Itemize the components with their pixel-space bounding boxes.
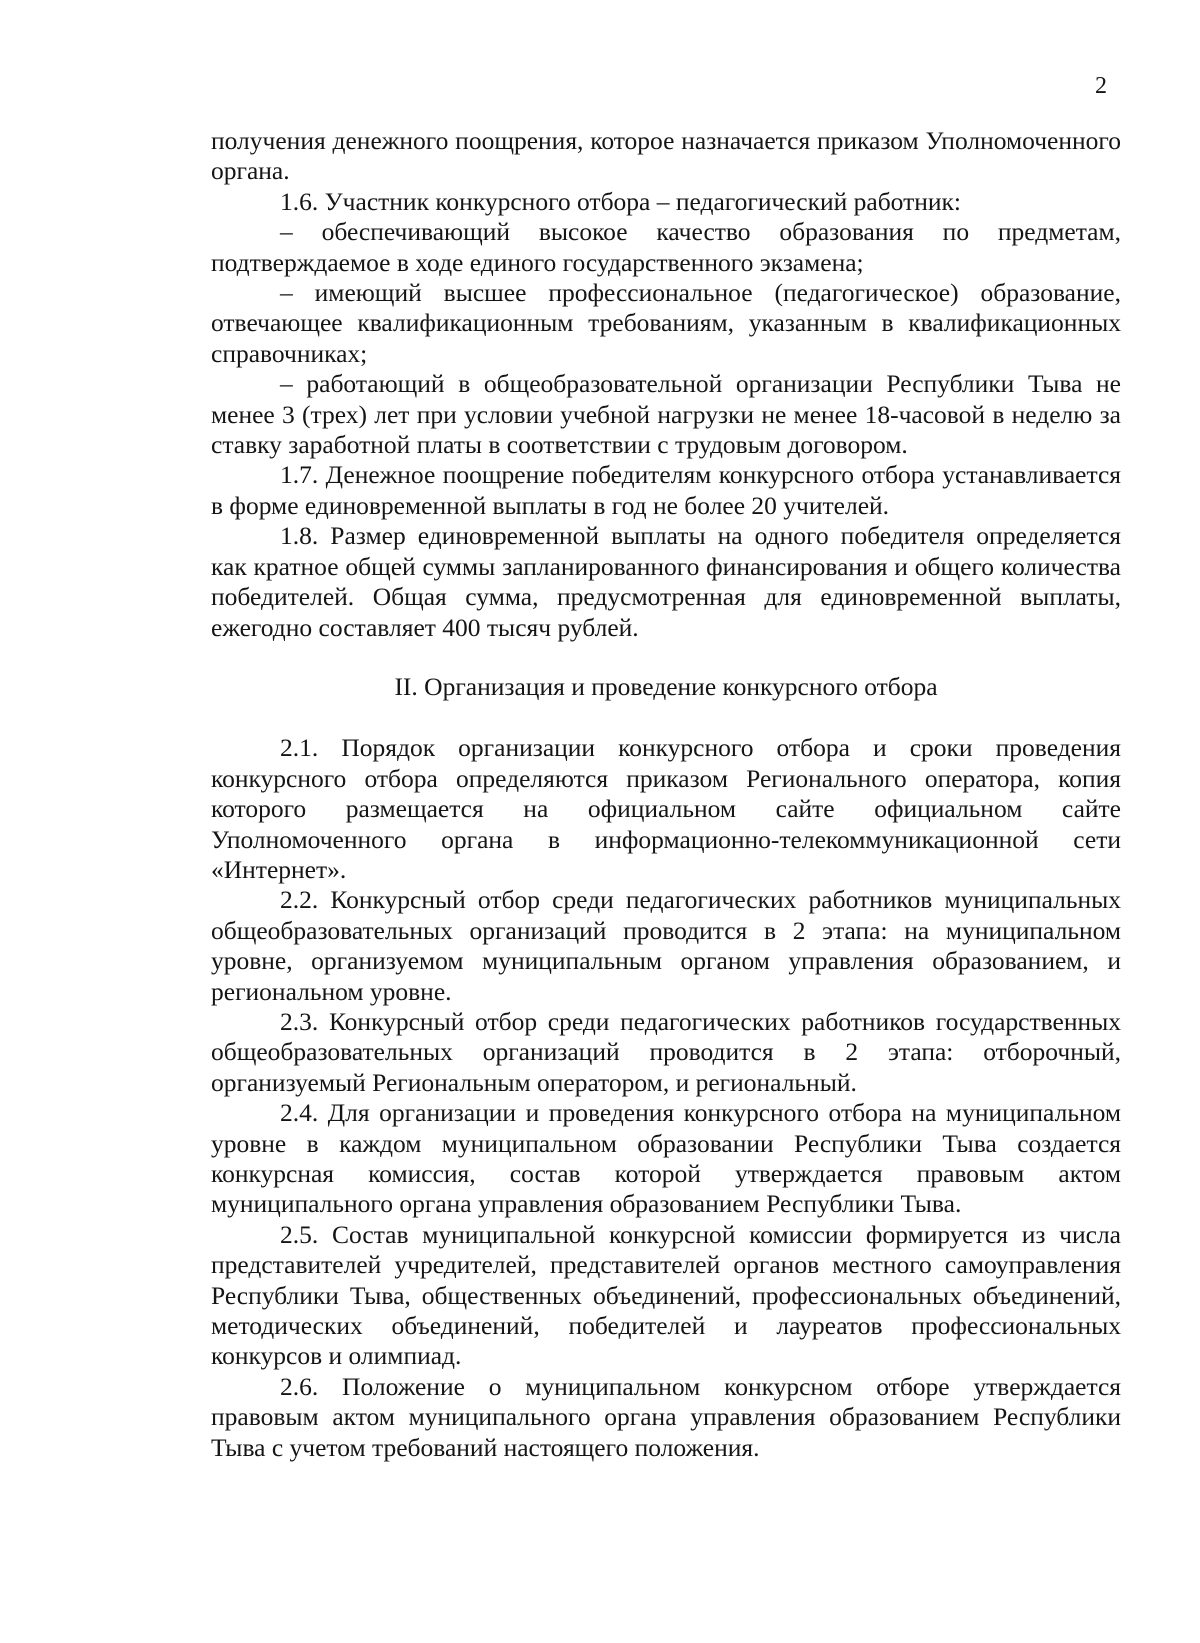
list-item-experience: – работающий в общеобразовательной организации Республики Тыва не менее 3 (трех) лет при условии учебной нагрузки не менее 18-часовой в неделю за ставку заработной платы в соответствии с трудовым договором. bbox=[211, 369, 1121, 460]
paragraph-2-1: 2.1. Порядок организации конкурсного отбора и сроки проведения конкурсного отбора определяются приказом Регионального оператора, копия которого размещается на официальном сайте официальном сайте Уполномоченного органа в информационно-телекоммуникационной сети «Интернет». bbox=[211, 733, 1121, 884]
paragraph-2-5: 2.5. Состав муниципальной конкурсной комиссии формируется из числа представителей учредителей, представителей органов местного самоуправления Республики Тыва, общественных объединений, профессиональных объединений, методических объединений, победителей и лауреатов профессиональных конкурсов и олимпиад. bbox=[211, 1219, 1121, 1371]
paragraph-2-3: 2.3. Конкурсный отбор среди педагогических работников государственных общеобразовательных организаций проводится в 2 этапа: отборочный, организуемый Региональным оператором, и региональный. bbox=[211, 1006, 1121, 1097]
page-number: 2 bbox=[1095, 73, 1107, 99]
section-heading: II. Организация и проведение конкурсного отбора bbox=[394, 671, 938, 701]
paragraph-1-8: 1.8. Размер единовременной выплаты на одного победителя определяется как кратное общей суммы запланированного финансирования и общего количества победителей. Общая сумма, предусмотренная для единовременной выплаты, ежегодно составляет 400 тысяч рублей. bbox=[211, 521, 1121, 642]
list-item-education: – имеющий высшее профессиональное (педагогическое) образование, отвечающее квалификационным требованиям, указанным в квалификационных справочниках; bbox=[211, 278, 1121, 368]
paragraph-2-6: 2.6. Положение о муниципальном конкурсном отборе утверждается правовым актом муниципального органа управления образованием Республики Тыва с учетом требований настоящего положения. bbox=[211, 1371, 1121, 1462]
document-body bbox=[211, 126, 1121, 1463]
paragraph-2-4: 2.4. Для организации и проведения конкурсного отбора на муниципальном уровне в каждом муниципальном образовании Республики Тыва создается конкурсная комиссия, состав которой утверждается правовым актом муниципального органа управления образованием Республики Тыва. bbox=[211, 1098, 1121, 1219]
paragraph-1-6: 1.6. Участник конкурсного отбора – педагогический работник: bbox=[280, 186, 961, 216]
paragraph-2-2: 2.2. Конкурсный отбор среди педагогических работников муниципальных общеобразовательных организаций проводится в 2 этапа: на муниципальном уровне, организуемом муниципальным органом управления образованием, и региональном уровне. bbox=[211, 885, 1121, 1006]
paragraph-1-7: 1.7. Денежное поощрение победителям конкурсного отбора устанавливается в форме единовременной выплаты в год не более 20 учителей. bbox=[211, 460, 1121, 520]
list-item-quality: – обеспечивающий высокое качество образования по предметам, подтверждаемое в ходе единого государственного экзамена; bbox=[211, 217, 1121, 277]
paragraph-continuation: получения денежного поощрения, которое назначается приказом Уполномоченного органа. bbox=[211, 126, 1121, 186]
